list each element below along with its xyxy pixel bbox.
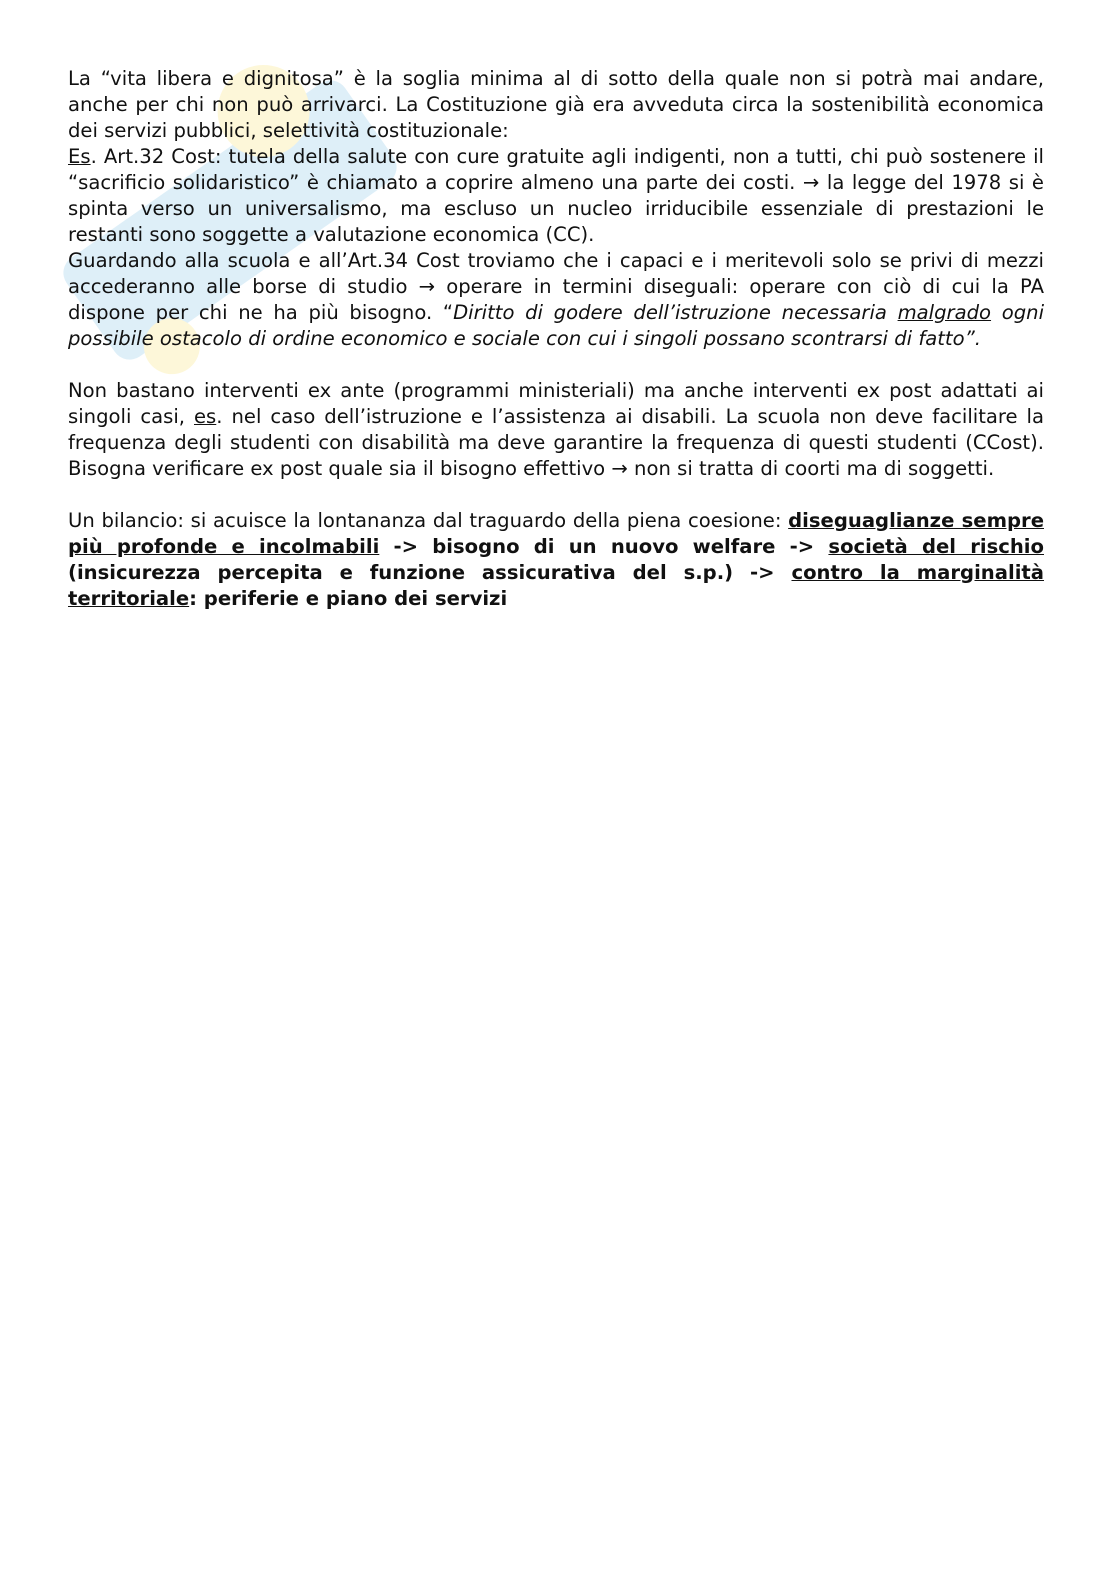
paragraph-text: la legge del 1978 si è spinta verso un universalismo, ma escluso un nucleo irriducibile essenziale di prestazioni le restanti sono soggette a valutazione economica (CC). [68, 171, 1044, 246]
quote-text: ogni possibile ostacolo di ordine economico e sociale con cui i singoli possano scontrarsi di fatto [68, 301, 1045, 350]
paragraph-text: La “vita libera e dignitosa” è la soglia minima al di sotto della quale non si potrà mai andare, anche per chi non può arrivarci. La Costituzione già era avveduta circa la sostenibilità economica dei servizi pubblici, selettività costituzionale: [68, 67, 1044, 142]
document-body [68, 66, 1044, 612]
bold-underlined-text: contro la marginalità territoriale [68, 561, 1044, 610]
arrow-right-icon: → [611, 457, 628, 480]
paragraph-text: . Art.32 Cost: tutela della salute con cure gratuite agli indigenti, non a tutti, chi può sostenere il “sacrificio solidaristico” è chiamato a coprire almeno una parte dei costi. [68, 145, 1044, 194]
example-label: es [194, 405, 217, 428]
paragraph-art34 [68, 248, 1044, 352]
quote-text: Diritto di godere dell’istruzione necessaria [453, 301, 898, 324]
paragraph-spacer [68, 482, 1044, 508]
bold-text: : periferie e piano dei servizi [189, 587, 508, 610]
arrow-right-icon: → [802, 171, 820, 194]
quote-close: ”. [964, 327, 981, 350]
paragraph-text: . nel caso dell’istruzione e l’assistenza ai disabili. La scuola non deve facilitare la frequenza degli studenti con disabilità ma deve garantire la frequenza di questi studenti (CCost). Bisogna verificare ex post quale sia il bisogno effettivo [68, 405, 1045, 480]
bold-underlined-text: società del rischio [828, 535, 1044, 558]
bold-underlined-text: diseguaglianze sempre più profonde e incolmabili [68, 509, 1044, 558]
example-label: Es [68, 145, 91, 168]
arrow-right-icon: → [418, 275, 436, 298]
paragraph-spacer [68, 352, 1044, 378]
paragraph-text: Non bastano interventi ex ante (programmi ministeriali) ma anche interventi ex post adattati ai singoli casi, [68, 379, 1044, 428]
bold-text: (insicurezza percepita e funzione assicurativa del s.p.) -> [68, 561, 792, 584]
paragraph-text: non si tratta di coorti ma di soggetti. [627, 457, 995, 480]
quote-underlined-word: malgrado [897, 301, 992, 324]
paragraph-ex-ante-ex-post [68, 378, 1044, 482]
paragraph-text: operare in termini diseguali: operare con ciò di cui la PA dispone per chi ne ha più bisogno. “ [68, 275, 1044, 324]
paragraph-vita-libera [68, 66, 1044, 144]
paragraph-text: Guardando alla scuola e all’Art.34 Cost troviamo che i capaci e i meritevoli solo se privi di mezzi accederanno alle borse di studio [68, 249, 1044, 298]
bold-text: -> bisogno di un nuovo welfare -> [379, 535, 829, 558]
paragraph-art32 [68, 144, 1044, 248]
paragraph-bilancio [68, 508, 1044, 612]
paragraph-text: Un bilancio: si acuisce la lontananza dal traguardo della piena coesione: [68, 509, 789, 532]
